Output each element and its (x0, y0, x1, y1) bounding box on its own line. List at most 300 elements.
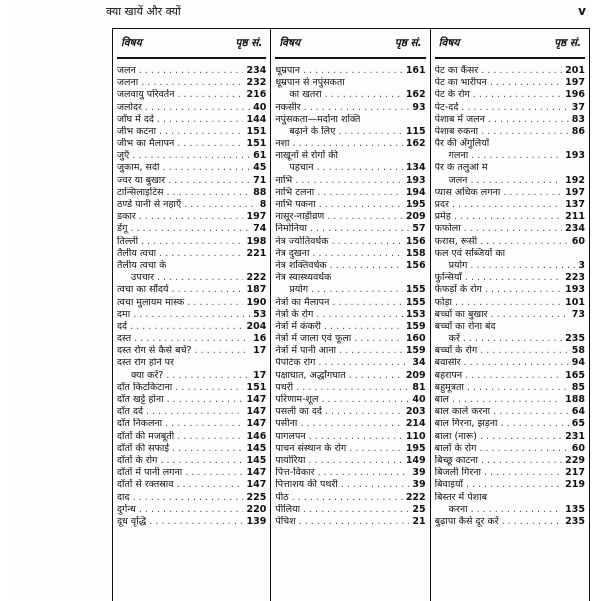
index-entry (435, 492, 585, 504)
entry-topic: धूम्रपान से नपुंसकता (275, 77, 345, 89)
entry-topic: धूम्रपान . . . (275, 65, 402, 77)
entry-topic: नपुंसकता—मर्दाना शक्ति (275, 113, 361, 125)
entry-topic: नेत्रों में पानी आना . . . (275, 345, 402, 357)
entry-topic: दस्त . . . (117, 333, 250, 345)
entry-page-number: 229 (562, 455, 585, 467)
index-entry (275, 260, 425, 272)
entry-topic: दाँत निकलना . . . (117, 418, 243, 430)
index-entry (275, 89, 425, 101)
index-entry (435, 297, 585, 309)
entry-topic: बाल गिरना, झड़ना . . . (435, 418, 569, 430)
index-entry (435, 77, 585, 89)
entry-page-number: 53 (250, 309, 266, 321)
entry-topic: बिजली गिरना . . . (435, 467, 562, 479)
index-entry (117, 345, 266, 357)
entry-topic: बच्चों का रोना बंद (434, 320, 496, 332)
index-entry (275, 467, 425, 479)
index-entry (435, 223, 585, 235)
entry-page-number: 217 (562, 467, 585, 479)
entry-page-number: 197 (562, 187, 585, 199)
entry-topic: जीभ का मैलापन . . . (117, 138, 243, 150)
entry-topic: नशा . . . (275, 138, 402, 150)
entry-topic: डेंगू . . . (117, 223, 250, 235)
entry-topic: पीठ . . . (275, 492, 402, 504)
index-entry (275, 431, 425, 443)
entry-topic: प्रयोग . . . (275, 284, 402, 296)
entry-page-number: 147 (243, 394, 266, 406)
entry-page-number: 197 (243, 211, 266, 223)
page-no-heading: पृष्ठ सं. (235, 37, 263, 49)
entry-topic: पहचान . . . (275, 163, 402, 175)
entry-topic: पैर के तलुओं में (434, 162, 488, 174)
entry-page-number: 83 (569, 114, 585, 126)
index-entry (275, 187, 425, 199)
index-entry (275, 223, 425, 235)
entry-topic: पेट का कैंसर . . . (435, 65, 562, 77)
entry-page-number: 134 (403, 163, 426, 175)
entry-topic: जलन . . . (435, 175, 562, 187)
entry-topic: नेत्र दुखना . . . (275, 248, 402, 260)
entry-page-number: 58 (569, 345, 585, 357)
entry-topic: करें . . . (435, 333, 562, 345)
index-entry (117, 358, 266, 370)
entry-topic: नासूर-नाड़ीव्रण . . . (275, 211, 402, 223)
entry-topic: गलना . . . (435, 150, 562, 162)
index-entry (435, 394, 585, 406)
index-column-3 (431, 29, 590, 601)
index-entry (275, 418, 425, 430)
index-entry (435, 126, 585, 138)
entry-topic: टान्सिलाइटिस . . . (117, 187, 250, 199)
index-entry (435, 418, 585, 430)
entry-topic: दर्द . . . (117, 321, 243, 333)
index-entry (117, 333, 266, 345)
index-entry (275, 382, 425, 394)
entry-page-number: 40 (409, 394, 425, 406)
entry-topic: पैर की अँगुलियाँ (434, 138, 490, 150)
entry-topic: पसीना . . . (275, 418, 402, 430)
entry-page-number: 139 (243, 516, 266, 528)
entry-page-number: 222 (243, 272, 266, 284)
entry-page-number: 225 (243, 492, 266, 504)
entry-topic: जुएँ . . . (117, 150, 250, 162)
index-entry (117, 382, 266, 394)
entry-topic: पेशाब रुकना . . . (435, 126, 569, 138)
entry-page-number: 216 (243, 89, 266, 101)
entry-topic: फुन्सियाँ . . . (435, 272, 562, 284)
index-entry (275, 199, 425, 211)
index-entry (117, 394, 266, 406)
index-entry (435, 333, 585, 345)
index-entry (435, 479, 585, 491)
entry-page-number: 188 (562, 394, 585, 406)
index-entry (275, 102, 425, 114)
index-entry (275, 516, 425, 528)
entry-page-number: 81 (409, 382, 425, 394)
entry-page-number: 71 (250, 175, 266, 187)
entry-page-number: 232 (243, 77, 266, 89)
entry-page-number: 151 (243, 126, 266, 138)
entry-topic: पागलपन . . . (275, 431, 402, 443)
entry-topic: क्या करें? . . . (117, 370, 250, 382)
entry-page-number: 223 (562, 272, 585, 284)
index-entry (435, 187, 585, 199)
entry-topic: फोड़ा . . . (435, 297, 562, 309)
index-entry (275, 248, 425, 260)
entry-topic: दाँतों में पानी लगना . . . (117, 467, 243, 479)
index-entry (117, 479, 266, 491)
entry-topic: ठण्डे पानी से नहाएँ . . . (117, 199, 257, 211)
entry-topic: पेट का भारीपन . . . (435, 77, 562, 89)
column-header (435, 29, 585, 59)
entry-topic: बिच्छू काटना . . . (435, 455, 562, 467)
index-entry (117, 431, 266, 443)
index-entry (117, 77, 266, 89)
index-entry (435, 431, 585, 443)
index-entry (117, 492, 266, 504)
index-entry (435, 345, 585, 357)
subject-heading: विषय (438, 37, 460, 49)
entry-page-number: 115 (403, 126, 426, 138)
index-entry (435, 175, 585, 187)
entry-page-number: 88 (250, 187, 266, 199)
index-entry (275, 65, 425, 77)
entry-topic: निमोनिया . . . (275, 223, 409, 235)
running-head (8, 0, 592, 22)
entry-page-number: 73 (569, 309, 585, 321)
entry-page-number: 196 (562, 89, 585, 101)
entry-topic: पक्षाघात, अर्द्धांगघात . . . (275, 370, 402, 382)
entry-page-number: 57 (409, 223, 425, 235)
index-entry (435, 248, 585, 260)
entry-page-number: 231 (562, 431, 585, 443)
index-entry (435, 199, 585, 211)
entry-page-number: 165 (562, 370, 585, 382)
entry-topic: जाँघ में दर्द . . . (117, 114, 243, 126)
index-entry (435, 382, 585, 394)
index-entry (117, 175, 266, 187)
entry-topic: पायोरिया . . . (275, 455, 402, 467)
index-entry (117, 418, 266, 430)
index-entry (435, 504, 585, 516)
entry-topic: परिणाम-शूल . . . (275, 394, 409, 406)
index-entry (117, 260, 266, 272)
entry-page-number: 197 (562, 77, 585, 89)
entry-topic: दाँतों की मजबूती . . . (117, 431, 243, 443)
index-entry (275, 272, 425, 284)
index-entry (117, 163, 266, 175)
index-entry (117, 211, 266, 223)
entry-topic: दाँतों से रक्तस्राव . . . (117, 479, 243, 491)
entry-page-number: 214 (403, 418, 426, 430)
entry-topic: नाभि . . . (275, 175, 402, 187)
entry-page-number: 145 (243, 455, 266, 467)
entry-page-number: 17 (250, 345, 266, 357)
entry-page-number: 211 (562, 211, 585, 223)
index-entry (435, 260, 585, 272)
entry-topic: फफोला . . . (435, 223, 562, 235)
entry-topic: फल एवं सब्जियों का (434, 247, 506, 259)
entry-topic: प्यास अधिक लगना . . . (435, 187, 562, 199)
index-entry (117, 126, 266, 138)
entry-page-number: 61 (250, 150, 266, 162)
index-entry (117, 467, 266, 479)
entry-topic: तैलीय त्वचा के (117, 260, 167, 271)
entry-page-number: 65 (569, 418, 585, 430)
index-entry (117, 321, 266, 333)
index-entry (275, 455, 425, 467)
entry-page-number: 149 (403, 455, 426, 467)
entry-topic: का खतरा . . . (275, 89, 402, 101)
entry-page-number: 137 (562, 199, 585, 211)
entry-page-number: 159 (403, 321, 426, 333)
entry-topic: जलन . . . (117, 65, 243, 77)
index-entry (275, 163, 425, 175)
index-entry (117, 297, 266, 309)
entry-page-number: 153 (403, 309, 426, 321)
index-entry (117, 102, 266, 114)
index-entry (117, 65, 266, 77)
index-entry (435, 467, 585, 479)
entry-page-number: 156 (403, 236, 426, 248)
index-entry (275, 77, 425, 89)
index-entry (275, 345, 425, 357)
entry-topic: दाँतों के रोग . . . (117, 455, 243, 467)
index-entry (435, 455, 585, 467)
index-entry (435, 114, 585, 126)
entry-page-number: 155 (403, 297, 426, 309)
entry-page-number: 193 (403, 175, 426, 187)
entry-topic: पेट के रोग . . . (435, 89, 562, 101)
index-entry (435, 321, 585, 333)
index-entry (117, 272, 266, 284)
entry-topic: दाँत दर्द . . . (117, 406, 243, 418)
entry-topic: जलोदर . . . (117, 102, 250, 114)
entry-page-number: 86 (569, 126, 585, 138)
entry-topic: जलवायु परिवर्तन . . . (117, 89, 243, 101)
book-page (8, 0, 592, 600)
index-entry (275, 358, 425, 370)
index-entry (435, 138, 585, 150)
entry-page-number: 219 (562, 479, 585, 491)
entry-topic: नाभि पकना . . . (275, 199, 402, 211)
column-header (275, 29, 425, 59)
entry-topic: पथरी . . . (275, 382, 409, 394)
index-entry (275, 394, 425, 406)
index-entry (275, 321, 425, 333)
index-entry (435, 102, 585, 114)
entry-topic: बिस्तर में पेशाब (434, 491, 487, 503)
entry-page-number: 144 (243, 114, 266, 126)
entry-page-number: 195 (403, 443, 426, 455)
index-entry (435, 272, 585, 284)
entry-page-number: 209 (403, 211, 426, 223)
index-entry (117, 199, 266, 211)
index-entry (117, 236, 266, 248)
entry-page-number: 93 (409, 102, 425, 114)
entry-topic: नेत्रों का मैलापन . . . (275, 297, 402, 309)
entry-topic: जुकाम, सर्दी . . . (117, 163, 250, 175)
index-entry (117, 114, 266, 126)
entry-topic: बहुमूत्रता . . . (435, 382, 569, 394)
index-entry (275, 492, 425, 504)
index-entry (275, 150, 425, 162)
entry-page-number: 234 (243, 65, 266, 77)
index-entry (275, 297, 425, 309)
entry-page-number: 198 (243, 236, 266, 248)
entry-topic: बाला (नारू) . . . (435, 431, 562, 443)
entry-topic: नाखूनों से रोगों की (275, 150, 338, 162)
index-column-2 (271, 29, 430, 601)
entry-topic: बुढ़ापा कैसे दूर करें . . . (435, 516, 562, 528)
entry-page-number: 16 (250, 333, 266, 345)
index-entry (117, 248, 266, 260)
entry-page-number: 64 (569, 406, 585, 418)
entry-topic: उपचार . . . (117, 272, 243, 284)
entry-page-number: 147 (243, 467, 266, 479)
entry-topic: बढ़ाने के लिए . . . (275, 126, 402, 138)
index-entry (275, 333, 425, 345)
subject-heading: विषय (121, 37, 142, 49)
index-entry (435, 284, 585, 296)
index-entry (275, 406, 425, 418)
index-entry (117, 138, 266, 150)
entry-topic: पीलिया . . . (275, 504, 409, 516)
entry-topic: तिल्ली . . . (117, 236, 243, 248)
entry-page-number: 161 (403, 65, 426, 77)
entry-topic: पेट-दर्द . . . (435, 102, 569, 114)
index-table (112, 28, 590, 601)
entry-page-number: 147 (243, 418, 266, 430)
entry-page-number: 162 (403, 138, 426, 150)
entry-page-number: 101 (562, 297, 585, 309)
entry-topic: दुर्गन्ध . . . (117, 504, 243, 516)
index-entry (435, 406, 585, 418)
index-entry (435, 65, 585, 77)
entry-page-number: 151 (243, 382, 266, 394)
page-no-heading: पृष्ठ सं. (554, 37, 581, 49)
entry-topic: नेत्र स्वास्थ्यवर्धक (275, 272, 332, 284)
entry-page-number: 201 (562, 65, 585, 77)
entry-topic: दमा . . . (117, 309, 250, 321)
entry-list (117, 65, 266, 528)
index-entry (117, 223, 266, 235)
entry-page-number: 190 (243, 297, 266, 309)
entry-page-number: 94 (569, 358, 585, 370)
entry-page-number: 147 (243, 479, 266, 491)
entry-page-number: 204 (243, 321, 266, 333)
index-entry (275, 236, 425, 248)
entry-page-number: 234 (562, 223, 585, 235)
entry-topic: नेत्रों में कंकरी . . . (275, 321, 402, 333)
entry-page-number: 60 (569, 443, 585, 455)
entry-page-number: 39 (409, 467, 425, 479)
entry-topic: दाँत खट्टे होना . . . (117, 394, 243, 406)
entry-topic: पेशाब में जलन . . . (435, 114, 569, 126)
index-entry (275, 114, 425, 126)
entry-page-number: 34 (409, 358, 425, 370)
index-entry (117, 443, 266, 455)
entry-page-number: 151 (243, 138, 266, 150)
index-entry (275, 126, 425, 138)
entry-topic: पित्ताशय की पथरी . . . (275, 479, 409, 491)
index-entry (117, 309, 266, 321)
index-entry (435, 358, 585, 370)
index-entry (275, 504, 425, 516)
index-entry (275, 443, 425, 455)
index-entry (275, 309, 425, 321)
entry-topic: नकसीर . . . (275, 102, 409, 114)
entry-topic: फेफड़ों के रोग . . . (435, 284, 562, 296)
entry-topic: नेत्रों में जाला एवं फूला . . . (275, 333, 402, 345)
entry-page-number: 193 (562, 150, 585, 162)
entry-page-number: 45 (250, 163, 266, 175)
entry-page-number: 145 (243, 443, 266, 455)
entry-page-number: 40 (250, 102, 266, 114)
index-entry (275, 479, 425, 491)
entry-page-number: 195 (403, 199, 426, 211)
column-header (117, 29, 266, 59)
index-entry (275, 370, 425, 382)
entry-topic: दस्त रोग से कैसे बचें? . . . (117, 345, 250, 357)
entry-page-number: 8 (257, 199, 267, 211)
entry-page-number: 146 (243, 431, 266, 443)
entry-page-number: 222 (403, 492, 426, 504)
entry-topic: नेत्र शक्तिवर्धक . . . (275, 260, 402, 272)
entry-list (275, 65, 425, 528)
entry-page-number: 85 (569, 382, 585, 394)
index-column-1 (112, 29, 271, 601)
entry-topic: तैलीय त्वचा . . . (117, 248, 243, 260)
entry-page-number: 3 (575, 260, 585, 272)
entry-page-number: 39 (409, 479, 425, 491)
entry-page-number: 235 (562, 516, 585, 528)
index-entry (117, 504, 266, 516)
entry-topic: बालों के रोग . . . (435, 443, 569, 455)
index-entry (275, 138, 425, 150)
entry-topic: जीभ कटना . . . (117, 126, 243, 138)
entry-topic: त्वचा का सौंदर्य . . . (117, 284, 243, 296)
entry-page-number: 158 (403, 248, 426, 260)
entry-topic: नाभि टलना . . . (275, 187, 402, 199)
index-entry (117, 516, 266, 528)
index-entry (435, 236, 585, 248)
entry-topic: पसली का दर्द . . . (275, 406, 402, 418)
book-title: क्या खायें और क्यों (106, 4, 181, 18)
index-entry (435, 163, 585, 175)
entry-topic: दूध वृद्धि . . . (117, 516, 243, 528)
index-entry (117, 150, 266, 162)
entry-page-number: 160 (403, 333, 426, 345)
entry-page-number: 74 (250, 223, 266, 235)
entry-page-number: 60 (569, 236, 585, 248)
entry-page-number: 135 (562, 504, 585, 516)
entry-page-number: 159 (403, 345, 426, 357)
entry-topic: पैपटिक रोग . . . (275, 358, 409, 370)
entry-topic: बच्चों के रोग . . . (435, 345, 569, 357)
index-entry (117, 187, 266, 199)
entry-topic: बाल . . . (435, 394, 562, 406)
index-entry (435, 516, 585, 528)
entry-topic: नेत्र ज्योतिवर्धक . . . (275, 236, 402, 248)
entry-page-number: 193 (562, 284, 585, 296)
entry-topic: दाँत किटकिटाना . . . (117, 382, 243, 394)
entry-page-number: 156 (403, 260, 426, 272)
index-entry (435, 211, 585, 223)
index-entry (435, 370, 585, 382)
entry-topic: दाद . . . (117, 492, 243, 504)
index-entry (435, 89, 585, 101)
